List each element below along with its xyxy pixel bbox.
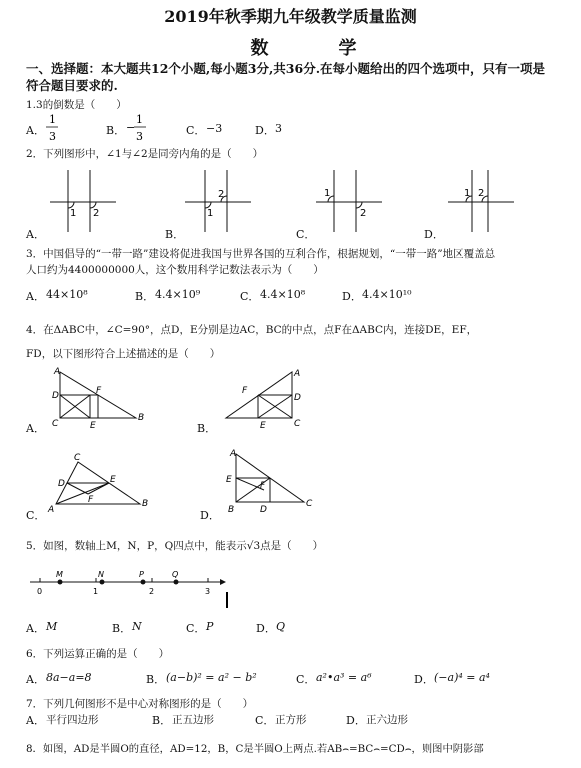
- q6-option-d-text: (−a)⁴ = a⁴: [434, 671, 490, 684]
- question-8-stem: 8．如图，AD是半圆O的直径，AD=12，B，C是半圆O上两点.若AB⌢=BC⌢=CD⌢，则图中阴影部: [26, 743, 484, 755]
- q4b-label-d: D: [294, 393, 301, 403]
- q4a-label-f: F: [96, 386, 102, 396]
- q5-tick-1: 1: [93, 587, 99, 596]
- q3-option-c-text: 4.4×10⁸: [260, 288, 306, 301]
- q7-option-a-text: 平行四边形: [46, 714, 99, 726]
- q4a-label-e: E: [90, 421, 96, 431]
- q4d-label-c: C: [306, 499, 313, 509]
- q4b-label-c: C: [294, 419, 301, 429]
- question-6-stem: 6．下列运算正确的是（ ）: [26, 648, 170, 660]
- q1-option-c-letter: C．: [186, 124, 206, 137]
- q4c-label-c: C: [74, 453, 81, 463]
- q2-option-b-letter: B．: [165, 228, 185, 241]
- q4-option-b-letter: B．: [197, 422, 217, 435]
- q4-option-a-letter: A．: [26, 422, 45, 435]
- q2c-label-2: 2: [360, 208, 367, 219]
- svg-text:3: 3: [49, 130, 56, 143]
- q6-option-b-letter: B．: [146, 673, 166, 686]
- q5-option-a-text: M: [46, 620, 58, 633]
- q6-option-c-text: a²•a³ = a⁶: [316, 671, 372, 684]
- svg-text:3: 3: [136, 130, 143, 143]
- q7-option-c-text: 正方形: [275, 714, 307, 726]
- q4d-label-f: F: [260, 481, 266, 491]
- q3-option-d-text: 4.4×10¹⁰: [362, 288, 412, 301]
- q7-option-c-letter: C．: [255, 714, 275, 727]
- q3-option-c-letter: C．: [240, 290, 260, 303]
- q7-option-d-letter: D．: [346, 714, 366, 727]
- q4-figure-b: [222, 368, 312, 432]
- q3-option-d-letter: D．: [342, 290, 362, 303]
- q1-option-b-letter: B．: [106, 124, 126, 137]
- exam-title: 2019年秋季期九年级教学质量监测: [164, 7, 417, 26]
- q2-figure-c: [316, 166, 386, 236]
- q1-option-d-text: 3: [275, 122, 282, 135]
- text-cursor: [226, 592, 228, 608]
- q2c-label-1: 1: [324, 188, 331, 199]
- question-2-stem: 2．下列图形中，∠1与∠2是同旁内角的是（ ）: [26, 148, 264, 160]
- q5-option-c-letter: C．: [186, 622, 206, 635]
- q3-option-a-text: 44×10⁸: [46, 288, 88, 301]
- q4d-label-d: D: [260, 505, 267, 515]
- q6-option-d-letter: D．: [414, 673, 434, 686]
- q2d-label-1: 1: [464, 188, 471, 199]
- q1-option-a-fraction: [46, 112, 60, 144]
- question-3-stem-line1: 3．中国倡导的“一带一路”建设将促进我国与世界各国的互利合作，根据规划，“一带一路”地区覆盖总: [26, 248, 496, 260]
- q3-option-b-text: 4.4×10⁹: [155, 288, 201, 301]
- q4c-label-d: D: [58, 479, 65, 489]
- q5-point-m: M: [56, 570, 63, 579]
- q7-option-b-text: 正五边形: [172, 714, 214, 726]
- q5-point-n: N: [98, 570, 104, 579]
- q5-number-line: [30, 566, 225, 602]
- q4d-label-e: E: [226, 475, 232, 485]
- q5-option-b-text: N: [132, 620, 142, 633]
- q2a-label-1: 1: [70, 208, 77, 219]
- q6-option-a-letter: A．: [26, 673, 45, 686]
- q4a-label-a: A: [54, 367, 61, 377]
- q1-option-b-fraction: [126, 112, 148, 144]
- q5-option-d-letter: D．: [256, 622, 276, 635]
- q4b-label-e: E: [260, 421, 266, 431]
- q4d-label-a: A: [230, 449, 237, 459]
- question-4-stem-line2: FD，以下图形符合上述描述的是（ ）: [26, 348, 221, 360]
- q7-option-b-letter: B．: [152, 714, 172, 727]
- q2-option-d-letter: D．: [424, 228, 444, 241]
- q5-point-p: P: [139, 570, 144, 579]
- q2b-label-2: 2: [218, 189, 225, 200]
- q4-figure-d: [224, 450, 324, 516]
- section-heading: 一、选择题：本大题共12个小题,每小题3分,共36分.在每小题给出的四个选项中，只有一项是符合题目要求的.: [26, 61, 546, 93]
- q7-option-a-letter: A．: [26, 714, 45, 727]
- q5-tick-0: 0: [37, 587, 43, 596]
- q3-option-a-letter: A．: [26, 290, 45, 303]
- svg-text:1: 1: [49, 113, 56, 126]
- q4a-label-c: C: [52, 419, 59, 429]
- q4c-label-e: E: [110, 475, 116, 485]
- q1-option-c-text: −3: [206, 122, 223, 135]
- svg-text:−: −: [126, 121, 136, 134]
- q2-option-a-letter: A．: [26, 228, 45, 241]
- q4b-label-a: A: [294, 369, 301, 379]
- q5-option-a-letter: A．: [26, 622, 45, 635]
- q2a-label-2: 2: [93, 208, 100, 219]
- q6-option-a-text: 8a−a=8: [46, 671, 92, 684]
- q3-option-b-letter: B．: [135, 290, 155, 303]
- q1-option-a-letter: A．: [26, 124, 45, 137]
- question-4-stem-line1: 4．在ΔABC中，∠C=90°，点D，E分别是边AC，BC的中点，点F在ΔABC内，连接DE，EF，: [26, 324, 478, 336]
- q5-option-b-letter: B．: [112, 622, 132, 635]
- q5-option-c-text: P: [206, 620, 214, 633]
- q7-option-d-text: 正六边形: [366, 714, 408, 726]
- q2-figure-d: [448, 166, 518, 236]
- question-1-stem: 1.3的倒数是（ ）: [26, 99, 127, 111]
- q4c-label-f: F: [88, 495, 94, 505]
- q4-option-d-letter: D．: [200, 509, 220, 522]
- q2d-label-2: 2: [478, 188, 485, 199]
- q6-option-c-letter: C．: [296, 673, 316, 686]
- question-7-stem: 7．下列几何图形不是中心对称图形的是（ ）: [26, 698, 254, 710]
- q4c-label-a: A: [48, 505, 55, 515]
- question-3-stem-line2: 人口约为4400000000人，这个数用科学记数法表示为（ ）: [26, 264, 324, 276]
- q4-figure-c: [48, 454, 158, 514]
- q4c-label-b: B: [142, 499, 149, 509]
- q2-figure-a: [50, 166, 120, 236]
- q1-option-d-letter: D．: [255, 124, 275, 137]
- question-5-stem: 5．如图，数轴上M，N，P，Q四点中，能表示√3点是（ ）: [26, 540, 324, 552]
- q2b-label-1: 1: [207, 208, 214, 219]
- q5-tick-2: 2: [149, 587, 155, 596]
- q4-option-c-letter: C．: [26, 509, 46, 522]
- q5-tick-3: 3: [205, 587, 211, 596]
- subject-title: 数 学: [250, 38, 383, 59]
- svg-text:1: 1: [136, 113, 143, 126]
- q4a-label-b: B: [138, 413, 145, 423]
- q2-figure-b: [185, 166, 255, 236]
- q4a-label-d: D: [52, 391, 59, 401]
- q4b-label-f: F: [242, 386, 248, 396]
- q6-option-b-text: (a−b)² = a² − b²: [166, 671, 257, 684]
- q4d-label-b: B: [228, 505, 235, 515]
- q4-figure-a: [48, 368, 148, 432]
- q5-option-d-text: Q: [276, 620, 286, 633]
- q2-option-c-letter: C．: [296, 228, 316, 241]
- q5-point-q: Q: [172, 570, 179, 579]
